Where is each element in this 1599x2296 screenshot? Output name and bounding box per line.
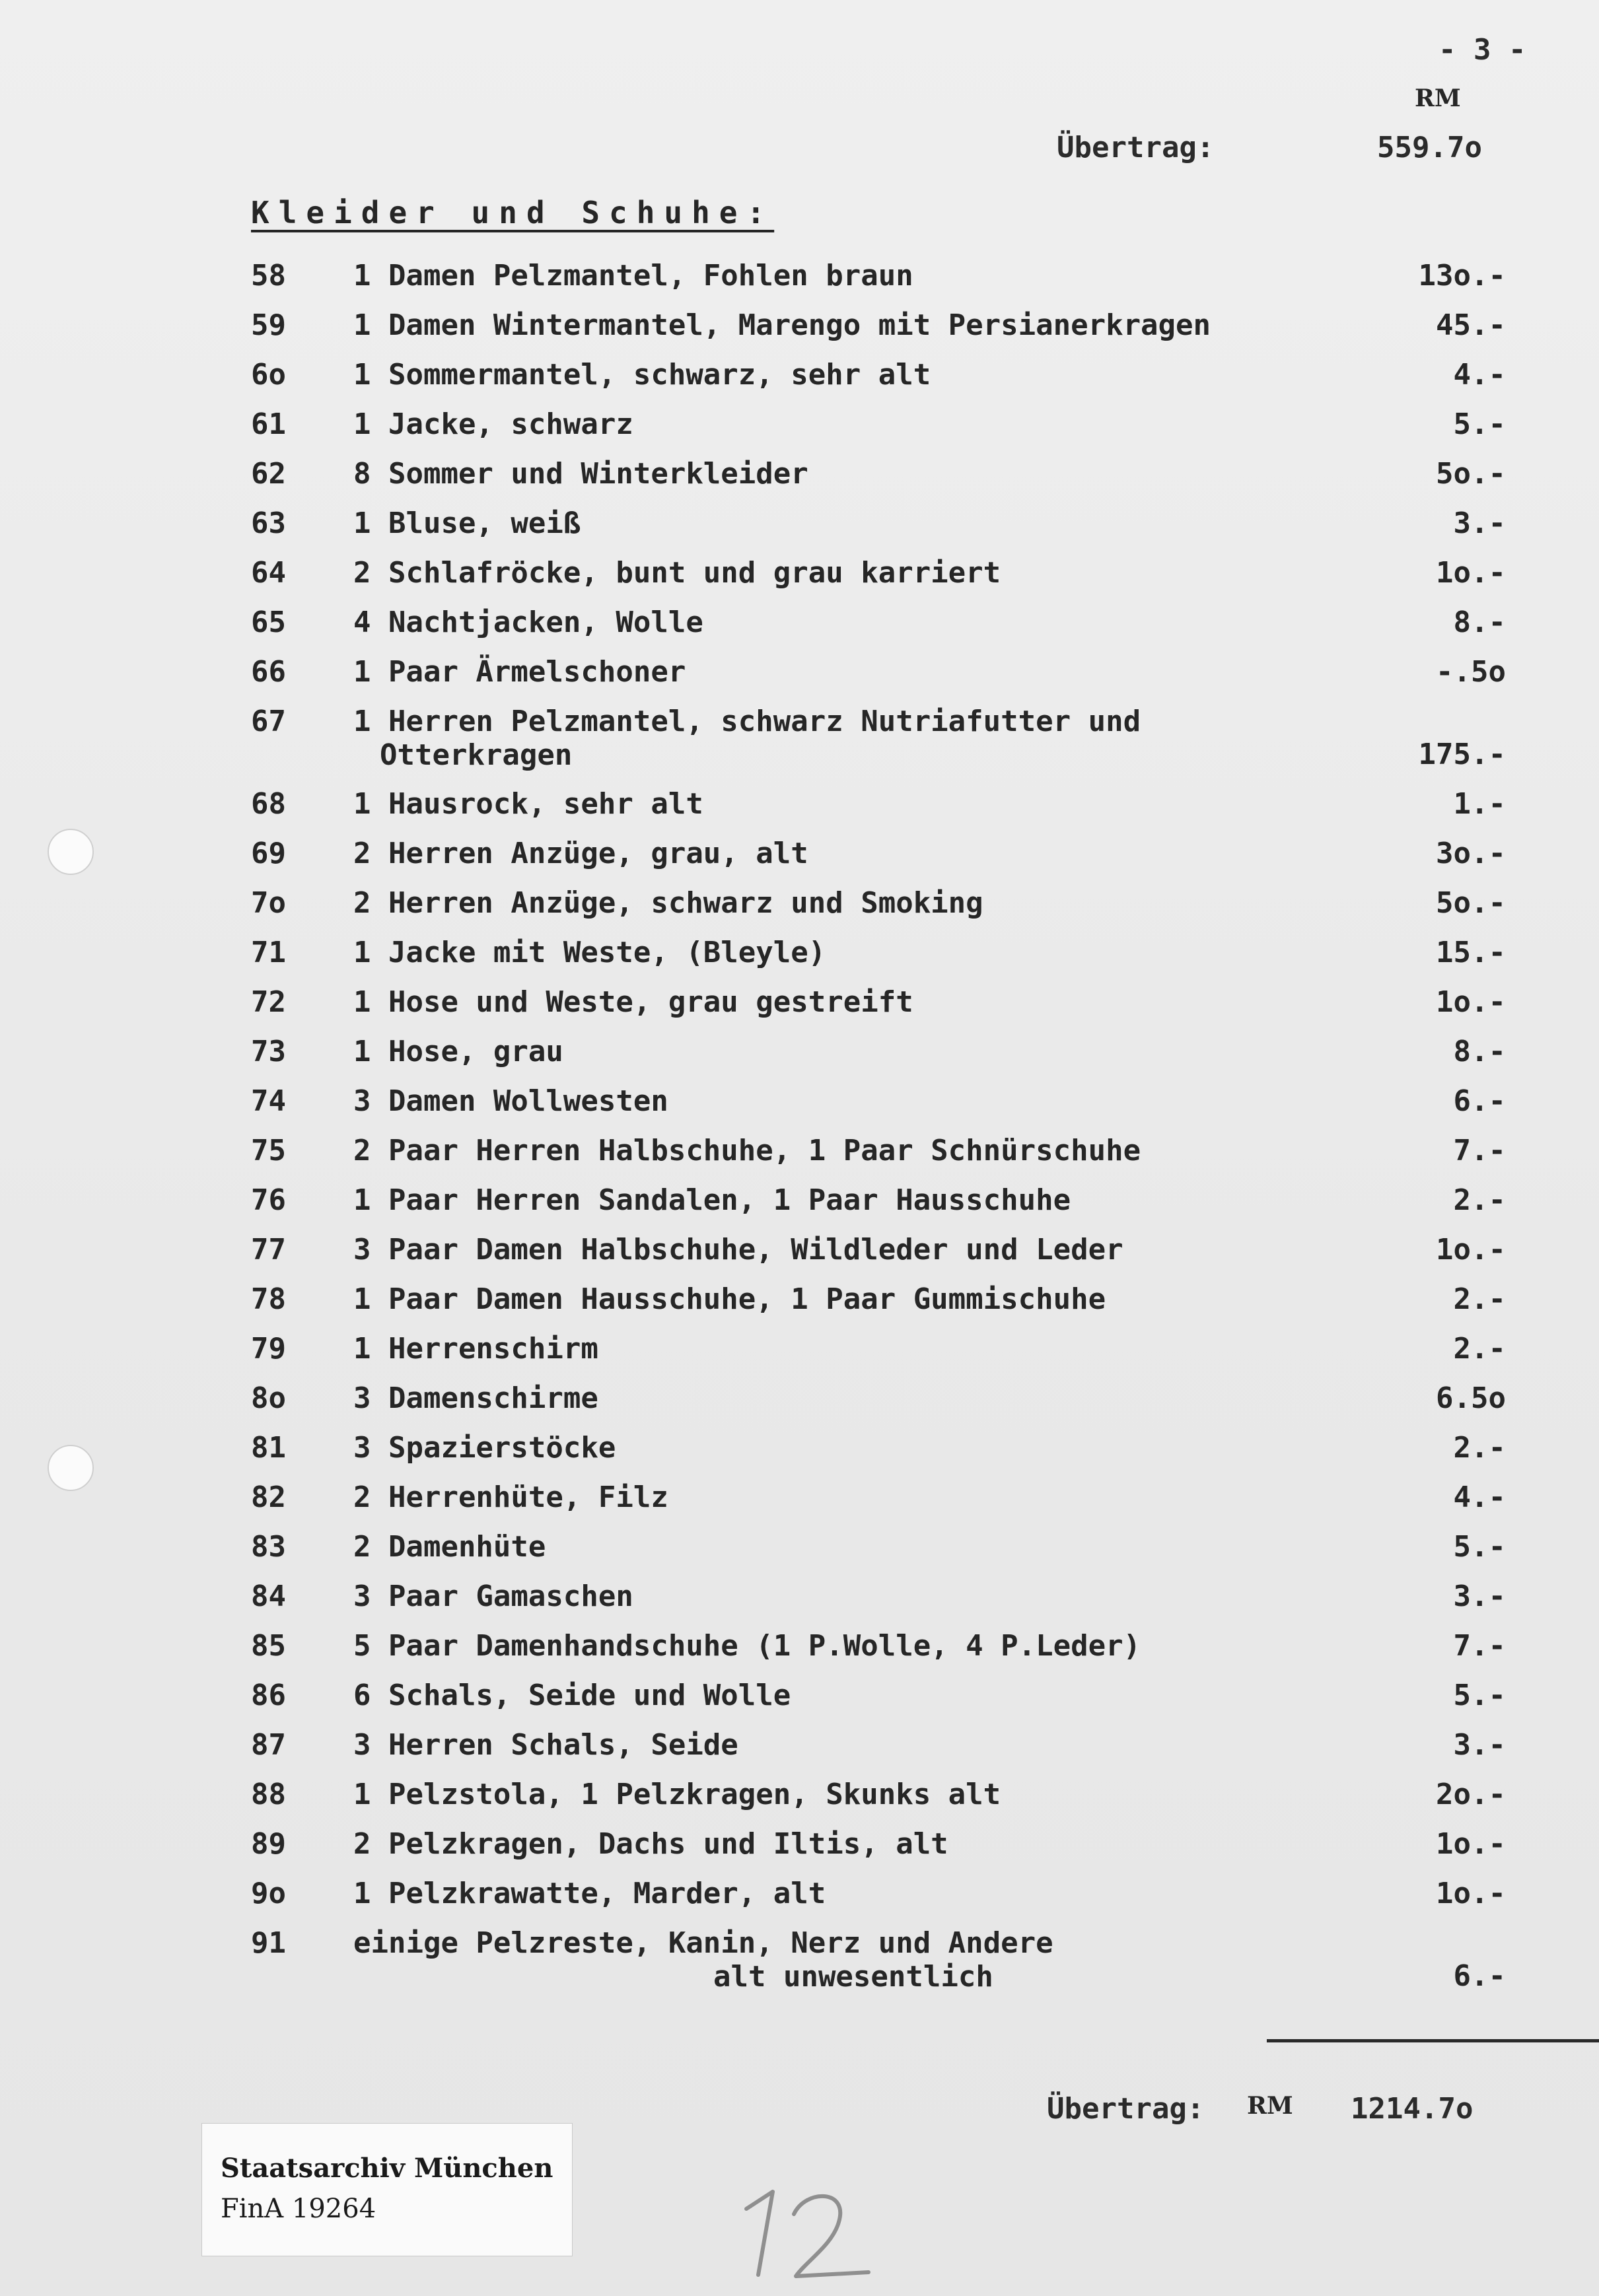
item-description-line: 1 Herrenschirm (353, 1332, 598, 1366)
list-item (251, 506, 1506, 556)
item-amount: 7.- (1453, 1134, 1506, 1167)
item-description-line: 1 Bluse, weiß (353, 506, 581, 540)
list-item (251, 358, 1506, 407)
list-item (251, 936, 1506, 985)
list-item (251, 308, 1506, 358)
item-description-line: 1 Damen Pelzmantel, Fohlen braun (353, 259, 913, 293)
item-description-line: 4 Nachtjacken, Wolle (353, 606, 703, 639)
item-description (353, 936, 826, 969)
item-description-line: 2 Paar Herren Halbschuhe, 1 Paar Schnürschuhe (353, 1134, 1141, 1167)
list-item (251, 1629, 1506, 1679)
item-description (353, 837, 808, 870)
item-amount: 1o.- (1436, 1877, 1506, 1910)
item-description-line: 8 Sommer und Winterkleider (353, 457, 808, 491)
item-amount: 3.- (1453, 506, 1506, 540)
item-description (353, 1926, 1053, 1994)
item-number: 71 (251, 936, 286, 969)
item-amount: 175.- (1418, 738, 1506, 771)
item-description-line: 2 Schlafröcke, bunt und grau karriert (353, 556, 1001, 590)
item-description-line: 1 Pelzkrawatte, Marder, alt (353, 1877, 826, 1910)
item-amount: -.5o (1436, 655, 1506, 689)
list-item (251, 556, 1506, 606)
list-item (251, 1877, 1506, 1926)
item-description-line: 5 Paar Damenhandschuhe (1 P.Wolle, 4 P.Leder) (353, 1629, 1141, 1663)
page-number: - 3 - (1439, 33, 1526, 67)
item-number: 88 (251, 1778, 286, 1811)
item-description-line: 3 Damen Wollwesten (353, 1084, 668, 1118)
item-description-line: 3 Herren Schals, Seide (353, 1728, 738, 1762)
item-amount: 15.- (1436, 936, 1506, 969)
list-item (251, 407, 1506, 457)
item-number: 87 (251, 1728, 286, 1762)
list-item (251, 886, 1506, 936)
item-amount: 8.- (1453, 1035, 1506, 1068)
item-amount: 3.- (1453, 1728, 1506, 1762)
item-number: 85 (251, 1629, 286, 1663)
item-description (353, 1282, 1106, 1316)
carry-out-currency: RM (1247, 2092, 1293, 2120)
item-description (353, 259, 913, 293)
currency-symbol: RM (1415, 85, 1461, 112)
item-description-continuation: Otterkragen (380, 738, 573, 772)
list-item (251, 1134, 1506, 1183)
list-item (251, 1431, 1506, 1480)
item-description (353, 1134, 1141, 1167)
item-description-line: 3 Spazierstöcke (353, 1431, 616, 1465)
item-description (353, 358, 931, 392)
item-description (353, 787, 703, 821)
item-amount: 5o.- (1436, 457, 1506, 491)
item-number: 74 (251, 1084, 286, 1118)
item-description (353, 407, 633, 441)
item-description-line: 3 Paar Gamaschen (353, 1580, 633, 1613)
list-item (251, 1480, 1506, 1530)
item-description-line: 1 Jacke mit Weste, (Bleyle) (353, 936, 826, 969)
item-number: 62 (251, 457, 286, 491)
item-description (353, 1183, 1071, 1217)
item-description (353, 1084, 668, 1118)
list-item (251, 259, 1506, 308)
item-number: 58 (251, 259, 286, 293)
item-description (353, 1332, 598, 1366)
section-title: Kleider und Schuhe: (251, 195, 775, 230)
item-amount: 2.- (1453, 1282, 1506, 1316)
item-number: 72 (251, 985, 286, 1019)
item-number: 91 (251, 1926, 286, 1960)
item-description-line: 3 Damenschirme (353, 1381, 598, 1415)
item-number: 8o (251, 1381, 286, 1415)
item-description (353, 1233, 1123, 1267)
item-description-continuation: alt unwesentlich (713, 1960, 993, 1994)
item-number: 9o (251, 1877, 286, 1910)
item-description (353, 886, 983, 920)
item-description-line: 1 Herren Pelzmantel, schwarz Nutriafutter und (353, 705, 1141, 738)
item-number: 73 (251, 1035, 286, 1068)
item-number: 76 (251, 1183, 286, 1217)
item-description (353, 606, 703, 639)
item-number: 82 (251, 1480, 286, 1514)
item-description-line: 2 Herren Anzüge, grau, alt (353, 837, 808, 870)
item-description (353, 506, 581, 540)
item-description (353, 1679, 791, 1712)
item-number: 67 (251, 705, 286, 738)
item-description-line: 1 Hose, grau (353, 1035, 563, 1068)
carry-out-label: Übertrag: (1047, 2092, 1205, 2126)
item-description-line: 2 Pelzkragen, Dachs und Iltis, alt (353, 1827, 948, 1861)
item-amount: 2.- (1453, 1431, 1506, 1465)
item-description-line: 3 Paar Damen Halbschuhe, Wildleder und Leder (353, 1233, 1123, 1267)
archive-name: Staatsarchiv München (221, 2153, 553, 2184)
handwritten-folio-number (733, 2182, 885, 2281)
list-item (251, 705, 1506, 787)
item-description-line: 1 Paar Ärmelschoner (353, 655, 686, 689)
item-amount: 1o.- (1436, 1827, 1506, 1861)
item-description-line: 2 Damenhüte (353, 1530, 546, 1564)
item-amount: 2.- (1453, 1183, 1506, 1217)
item-description (353, 1035, 563, 1068)
item-amount: 1.- (1453, 787, 1506, 821)
archive-stamp (201, 2123, 573, 2256)
list-item (251, 985, 1506, 1035)
item-amount: 45.- (1436, 308, 1506, 342)
item-description-line: 2 Herrenhüte, Filz (353, 1480, 668, 1514)
item-number: 75 (251, 1134, 286, 1167)
item-description (353, 1480, 668, 1514)
item-amount: 2.- (1453, 1332, 1506, 1366)
carry-in-value: 559.7o (1377, 131, 1482, 164)
item-amount: 2o.- (1436, 1778, 1506, 1811)
punch-hole-upper (48, 829, 94, 875)
item-amount: 5.- (1453, 407, 1506, 441)
item-number: 65 (251, 606, 286, 639)
item-description (353, 308, 1211, 342)
item-amount: 3.- (1453, 1580, 1506, 1613)
item-amount: 4.- (1453, 1480, 1506, 1514)
item-description-line: 1 Hausrock, sehr alt (353, 787, 703, 821)
item-number: 6o (251, 358, 286, 392)
item-amount: 1o.- (1436, 985, 1506, 1019)
item-description (353, 457, 808, 491)
inventory-list (251, 259, 1506, 2009)
item-description-line: einige Pelzreste, Kanin, Nerz und Andere (353, 1926, 1053, 1960)
item-number: 81 (251, 1431, 286, 1465)
carry-in-label: Übertrag: (1057, 131, 1215, 164)
list-item (251, 1580, 1506, 1629)
item-amount: 1o.- (1436, 1233, 1506, 1267)
list-item (251, 1282, 1506, 1332)
item-description-line: 1 Pelzstola, 1 Pelzkragen, Skunks alt (353, 1778, 1001, 1811)
item-description-line: 6 Schals, Seide und Wolle (353, 1679, 791, 1712)
list-item (251, 606, 1506, 655)
list-item (251, 787, 1506, 837)
list-item (251, 457, 1506, 506)
item-description (353, 705, 1141, 772)
item-number: 83 (251, 1530, 286, 1564)
item-number: 68 (251, 787, 286, 821)
item-number: 86 (251, 1679, 286, 1712)
item-amount: 6.- (1453, 1084, 1506, 1118)
item-description (353, 1381, 598, 1415)
list-item (251, 1381, 1506, 1431)
item-number: 79 (251, 1332, 286, 1366)
item-description (353, 1580, 633, 1613)
total-rule (1267, 2039, 1599, 2042)
item-description (353, 556, 1001, 590)
list-item (251, 655, 1506, 705)
item-description-line: 1 Paar Damen Hausschuhe, 1 Paar Gummischuhe (353, 1282, 1106, 1316)
item-amount: 5o.- (1436, 886, 1506, 920)
list-item (251, 1728, 1506, 1778)
item-amount: 1o.- (1436, 556, 1506, 590)
list-item (251, 1679, 1506, 1728)
item-number: 77 (251, 1233, 286, 1267)
item-number: 69 (251, 837, 286, 870)
item-amount: 5.- (1453, 1679, 1506, 1712)
item-number: 59 (251, 308, 286, 342)
item-description (353, 655, 686, 689)
item-number: 63 (251, 506, 286, 540)
item-number: 78 (251, 1282, 286, 1316)
item-number: 7o (251, 886, 286, 920)
item-amount: 6.5o (1436, 1381, 1506, 1415)
list-item (251, 1530, 1506, 1580)
archive-reference: FinA 19264 (221, 2194, 376, 2224)
item-number: 84 (251, 1580, 286, 1613)
item-amount: 8.- (1453, 606, 1506, 639)
item-description-line: 1 Hose und Weste, grau gestreift (353, 985, 913, 1019)
item-description-line: 2 Herren Anzüge, schwarz und Smoking (353, 886, 983, 920)
list-item (251, 1827, 1506, 1877)
item-amount: 5.- (1453, 1530, 1506, 1564)
item-description (353, 1827, 948, 1861)
list-item (251, 1778, 1506, 1827)
list-item (251, 1233, 1506, 1282)
item-amount: 4.- (1453, 358, 1506, 392)
item-number: 64 (251, 556, 286, 590)
item-number: 89 (251, 1827, 286, 1861)
item-description-line: 1 Jacke, schwarz (353, 407, 633, 441)
item-description (353, 1728, 738, 1762)
item-description-line: 1 Damen Wintermantel, Marengo mit Persianerkragen (353, 308, 1211, 342)
list-item (251, 1183, 1506, 1233)
item-description (353, 1629, 1141, 1663)
item-amount: 3o.- (1436, 837, 1506, 870)
item-description (353, 1778, 1001, 1811)
item-description-line: 1 Sommermantel, schwarz, sehr alt (353, 358, 931, 392)
item-description (353, 1530, 546, 1564)
item-amount: 7.- (1453, 1629, 1506, 1663)
item-number: 66 (251, 655, 286, 689)
punch-hole-lower (48, 1445, 94, 1491)
list-item (251, 1926, 1506, 2009)
item-description (353, 985, 913, 1019)
item-description-line: 1 Paar Herren Sandalen, 1 Paar Hausschuhe (353, 1183, 1071, 1217)
list-item (251, 837, 1506, 886)
item-description (353, 1877, 826, 1910)
item-amount: 6.- (1453, 1959, 1506, 1993)
list-item (251, 1332, 1506, 1381)
item-number: 61 (251, 407, 286, 441)
list-item (251, 1035, 1506, 1084)
item-description (353, 1431, 616, 1465)
item-amount: 13o.- (1418, 259, 1506, 293)
carry-out-value: 1214.7o (1351, 2092, 1474, 2126)
list-item (251, 1084, 1506, 1134)
